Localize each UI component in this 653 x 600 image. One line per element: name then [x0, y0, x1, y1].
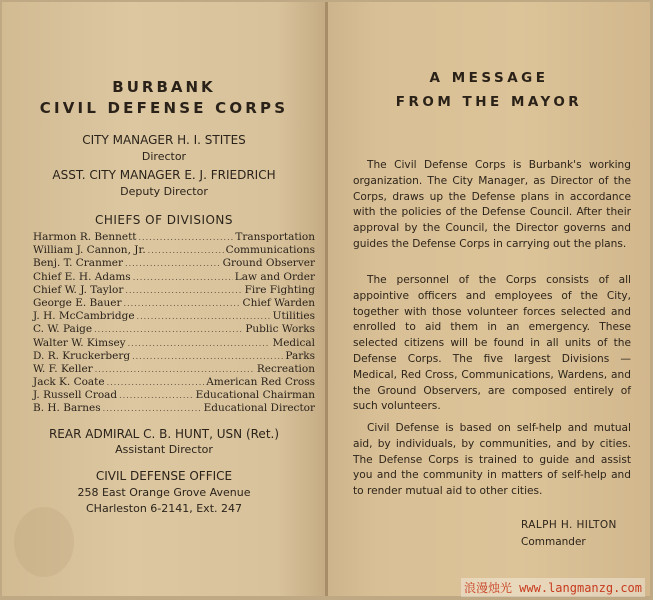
- chief-division: American Red Cross: [206, 376, 315, 389]
- dot-leader: [95, 365, 255, 374]
- dot-leader: [133, 273, 233, 282]
- corps-title-line1: BURBANK: [112, 78, 216, 96]
- chief-division: Medical: [272, 336, 315, 349]
- chiefs-heading: CHIEFS OF DIVISIONS: [94, 213, 234, 227]
- chief-division: Chief Warden: [242, 296, 315, 309]
- chief-row: [33, 389, 315, 402]
- chief-name: Chief E. H. Adams: [33, 270, 131, 283]
- chiefs-list: [33, 231, 315, 416]
- chief-row: [33, 284, 315, 297]
- chief-row: [33, 402, 315, 415]
- office-name: CIVIL DEFENSE OFFICE: [95, 469, 233, 483]
- dot-leader: [132, 352, 283, 361]
- message-paragraph: The personnel of the Corps consists of all appointive officers and employees of the City, together with those volunteer forces selected and enrolled to aid them in an emergency. These selected citizens will be found in all units of the Defense Corps. The five largest Divisions — Medical, Red Cross, Communications, Wardens, and the Ground Observers, are composed entirely of such volunteers.: [353, 274, 631, 413]
- dot-leader: [119, 391, 194, 400]
- paper-stain: [14, 507, 74, 577]
- dot-leader: [125, 286, 242, 295]
- chief-name: D. R. Kruckerberg: [33, 349, 131, 362]
- chief-division: Communications: [225, 244, 315, 257]
- chief-division: Transportation: [235, 231, 315, 243]
- chief-row: [33, 376, 315, 389]
- dot-leader: [125, 259, 221, 268]
- chief-division: Fire Fighting: [244, 283, 315, 296]
- dot-leader: [107, 378, 205, 387]
- chief-row: [33, 271, 315, 284]
- chief-division: Public Works: [245, 323, 315, 336]
- signer-name: RALPH H. HILTON: [521, 519, 617, 531]
- chief-name: Benj. T. Cranmer: [33, 257, 124, 270]
- message-paragraph: The Civil Defense Corps is Burbank's working organization. The City Manager, as Director of the Corps, draws up the Defense plans in accordance with the policies of the Defense Council. After their approval by the Council, the Director governs and guides the Defense Corps in carrying out the plans.: [353, 159, 631, 250]
- chief-row: [33, 297, 315, 310]
- message-title-line1: A MESSAGE: [429, 70, 549, 86]
- chief-name: Walter W. Kimsey: [33, 336, 126, 349]
- chief-name: J. Russell Croad: [33, 389, 118, 402]
- chief-row: [33, 350, 315, 363]
- director-name: CITY MANAGER H. I. STITES: [82, 133, 246, 147]
- watermark-text: 浪漫烛光 www.langmanzg.com: [461, 578, 645, 597]
- dot-leader: [94, 325, 243, 334]
- chief-name: Chief W. J. Taylor: [33, 283, 124, 296]
- chief-name: George E. Bauer: [33, 296, 122, 309]
- signer-title: Commander: [521, 536, 586, 548]
- chief-name: B. H. Barnes: [33, 402, 101, 415]
- chief-name: Harmon R. Bennett: [33, 231, 137, 243]
- chief-row: [33, 257, 315, 270]
- corps-title-line2: CIVIL DEFENSE CORPS: [39, 99, 289, 117]
- dot-leader: [137, 312, 271, 321]
- chief-name: William J. Cannon, Jr.: [33, 244, 146, 257]
- dot-leader: [128, 339, 271, 348]
- chief-name: Jack K. Coate: [33, 376, 105, 389]
- dot-leader: [103, 404, 202, 413]
- dot-leader: [148, 246, 224, 255]
- director-role: Director: [141, 150, 187, 163]
- left-page: [2, 2, 326, 596]
- chief-division: Parks: [285, 349, 315, 362]
- chief-name: J. H. McCambridge: [33, 310, 135, 323]
- chief-name: C. W. Paige: [33, 323, 93, 336]
- chief-row: [33, 244, 315, 257]
- message-paragraph: Civil Defense is based on self-help and mutual aid, by individuals, by communities, and by cities. The Defense Corps is trained to guide and assist you and the community in matters of self-help and to render mutual aid to other cities.: [353, 422, 631, 498]
- right-page: [328, 2, 650, 596]
- chief-division: Law and Order: [234, 270, 315, 283]
- chief-row: [33, 231, 315, 244]
- chief-row: [33, 310, 315, 323]
- chief-name: W. F. Keller: [33, 362, 93, 375]
- assistant-director-role: Assistant Director: [115, 443, 213, 456]
- office-phone: CHarleston 6-2141, Ext. 247: [86, 502, 242, 515]
- chief-division: Educational Chairman: [195, 389, 315, 402]
- chief-division: Ground Observer: [222, 257, 315, 270]
- deputy-name: ASST. CITY MANAGER E. J. FRIEDRICH: [52, 168, 276, 182]
- message-title-line2: FROM THE MAYOR: [395, 94, 583, 110]
- chief-division: Educational Director: [203, 402, 315, 415]
- chief-row: [33, 323, 315, 336]
- chief-row: [33, 337, 315, 350]
- assistant-director-name: REAR ADMIRAL C. B. HUNT, USN (Ret.): [48, 427, 280, 441]
- chief-division: Utilities: [272, 310, 315, 323]
- chief-row: [33, 363, 315, 376]
- office-address: 258 East Orange Grove Avenue: [77, 486, 251, 499]
- deputy-role: Deputy Director: [120, 185, 208, 198]
- chief-division: Recreation: [256, 362, 315, 375]
- dot-leader: [124, 299, 241, 308]
- dot-leader: [139, 233, 234, 242]
